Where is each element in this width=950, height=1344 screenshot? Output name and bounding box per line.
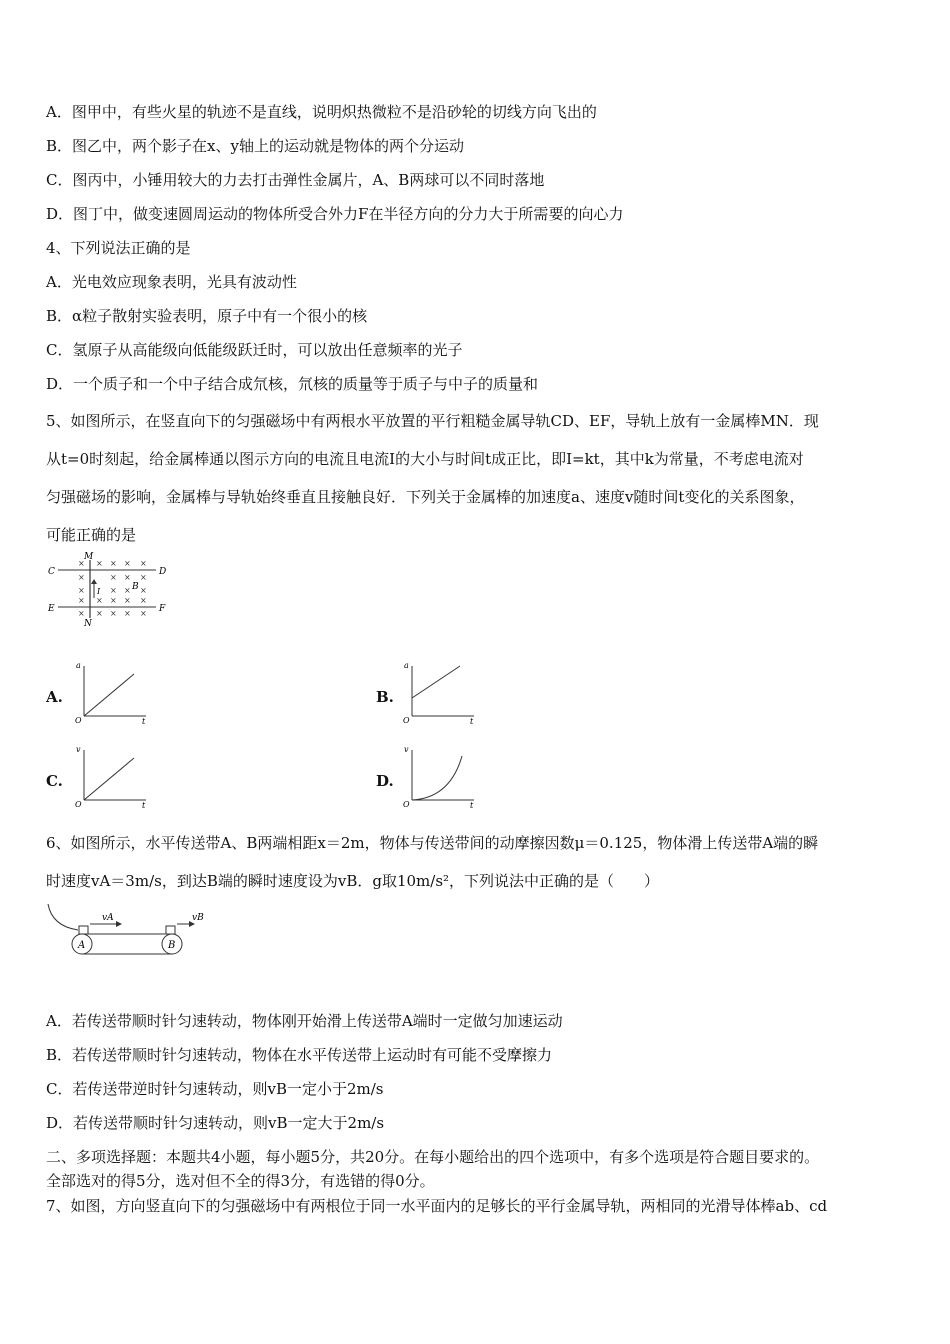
field-cross: × xyxy=(124,559,131,568)
field-cross: × xyxy=(124,596,131,605)
q6-option-c: C．若传送带逆时针匀速转动，则vB一定小于2m/s xyxy=(46,1080,384,1098)
field-cross: × xyxy=(96,596,103,605)
axis-x-label: t xyxy=(470,801,474,808)
axis-x-label: t xyxy=(142,801,146,808)
field-cross: × xyxy=(140,596,147,605)
label-a: A xyxy=(78,940,86,951)
field-cross: × xyxy=(110,559,117,568)
axis-origin-label: O xyxy=(75,800,82,808)
axis-x-label: t xyxy=(470,717,474,724)
field-cross: × xyxy=(124,609,131,618)
field-cross: × xyxy=(110,586,117,595)
q5-option-d-label: D. xyxy=(376,772,394,790)
field-cross: × xyxy=(110,573,117,582)
q4-stem: 4、下列说法正确的是 xyxy=(46,239,191,257)
section2-heading-line1: 二、多项选择题：本题共4小题，每小题5分，共20分。在每小题给出的四个选项中，有多个选项是符合题目要求的。 xyxy=(46,1148,820,1166)
field-cross: × xyxy=(78,573,85,582)
axis-y-label: v xyxy=(76,745,81,754)
q5-graph-c xyxy=(72,742,152,808)
q5-stem-line: 匀强磁场的影响，金属棒与导轨始终垂直且接触良好．下列关于金属棒的加速度a、速度v随时间t变化的关系图象， xyxy=(46,488,805,506)
field-cross: × xyxy=(140,609,147,618)
q3-option-b: B．图乙中，两个影子在x、y轴上的运动就是物体的两个分运动 xyxy=(46,137,464,155)
q5-stem xyxy=(46,402,906,554)
q5-stem-line: 可能正确的是 xyxy=(46,526,137,544)
label-va: vA xyxy=(102,913,114,923)
q4-option-a: A．光电效应现象表明，光具有波动性 xyxy=(46,273,297,291)
q3-option-c: C．图丙中，小锤用较大的力去打击弹性金属片，A、B两球可以不同时落地 xyxy=(46,171,545,189)
field-cross: × xyxy=(96,609,103,618)
q4-option-d: D．一个质子和一个中子结合成氘核，氘核的质量等于质子与中子的质量和 xyxy=(46,375,539,393)
field-cross: × xyxy=(140,559,147,568)
label-c: C xyxy=(48,567,55,577)
label-d: D xyxy=(159,567,167,577)
q5-stem-line: 从t=0时刻起，给金属棒通以图示方向的电流且电流I的大小与时间t成正比，即I=kt，其中k为常量，不考虑电流对 xyxy=(46,450,804,468)
label-i: I xyxy=(97,587,101,596)
field-cross: × xyxy=(110,596,117,605)
q7-stem: 7、如图，方向竖直向下的匀强磁场中有两根位于同一水平面内的足够长的平行金属导轨，两相同的光滑导体棒ab、cd xyxy=(46,1197,828,1215)
field-cross: × xyxy=(140,573,147,582)
q6-stem-line: 时速度vA＝3m/s，到达B端的瞬时速度设为vB．g取10m/s²，下列说法中正确的是（ ） xyxy=(46,872,660,890)
q3-option-d: D．图丁中，做变速圆周运动的物体所受合外力F在半径方向的分力大于所需要的向心力 xyxy=(46,205,624,223)
label-b: B xyxy=(168,940,176,951)
label-e: E xyxy=(48,604,55,614)
field-cross: × xyxy=(110,609,117,618)
label-vb: vB xyxy=(192,913,204,923)
field-cross: × xyxy=(78,609,85,618)
q6-option-a: A．若传送带顺时针匀速转动，物体刚开始滑上传送带A端时一定做匀加速运动 xyxy=(46,1012,563,1030)
axis-origin-label: O xyxy=(403,800,410,808)
q4-option-c: C．氢原子从高能级向低能级跃迁时，可以放出任意频率的光子 xyxy=(46,341,463,359)
q5-rail-figure xyxy=(44,552,174,630)
q5-option-b-label: B. xyxy=(376,688,394,706)
q5-option-a-label: A. xyxy=(46,688,63,706)
section2-heading-line2: 全部选对的得5分，选对但不全的得3分，有选错的得0分。 xyxy=(46,1172,435,1190)
axis-y-label: v xyxy=(404,745,409,754)
field-cross: × xyxy=(140,586,147,595)
q5-graph-d xyxy=(400,742,480,808)
q6-stem-line: 6、如图所示，水平传送带A、B两端相距x＝2m，物体与传送带间的动摩擦因数μ＝0.125，物体滑上传送带A端的瞬 xyxy=(46,834,819,852)
q3-option-a: A．图甲中，有些火星的轨迹不是直线，说明炽热微粒不是沿砂轮的切线方向飞出的 xyxy=(46,103,597,121)
axis-origin-label: O xyxy=(75,716,82,724)
axis-y-label: a xyxy=(76,661,81,670)
q4-option-b: B．α粒子散射实验表明，原子中有一个很小的核 xyxy=(46,307,368,325)
axis-y-label: a xyxy=(404,661,409,670)
field-cross: × xyxy=(124,586,131,595)
field-cross: × xyxy=(124,573,131,582)
field-cross: × xyxy=(78,586,85,595)
label-f: F xyxy=(159,604,166,614)
q6-option-d: D．若传送带顺时针匀速转动，则vB一定大于2m/s xyxy=(46,1114,385,1132)
field-cross: × xyxy=(78,596,85,605)
q5-option-c-label: C. xyxy=(46,772,63,790)
label-n: N xyxy=(84,619,92,629)
q6-conveyor-figure xyxy=(44,900,219,962)
axis-origin-label: O xyxy=(403,716,410,724)
q5-graph-b xyxy=(400,658,480,724)
field-cross: × xyxy=(96,559,103,568)
axis-x-label: t xyxy=(142,717,146,724)
q6-stem xyxy=(46,824,906,900)
label-b: B xyxy=(132,582,139,592)
label-m: M xyxy=(84,552,94,562)
field-cross: × xyxy=(78,559,85,568)
q5-stem-line: 5、如图所示，在竖直向下的匀强磁场中有两根水平放置的平行粗糙金属导轨CD、EF，导轨上放有一金属棒MN．现 xyxy=(46,412,819,430)
q6-option-b: B．若传送带顺时针匀速转动，物体在水平传送带上运动时有可能不受摩擦力 xyxy=(46,1046,553,1064)
q5-graph-a xyxy=(72,658,152,724)
